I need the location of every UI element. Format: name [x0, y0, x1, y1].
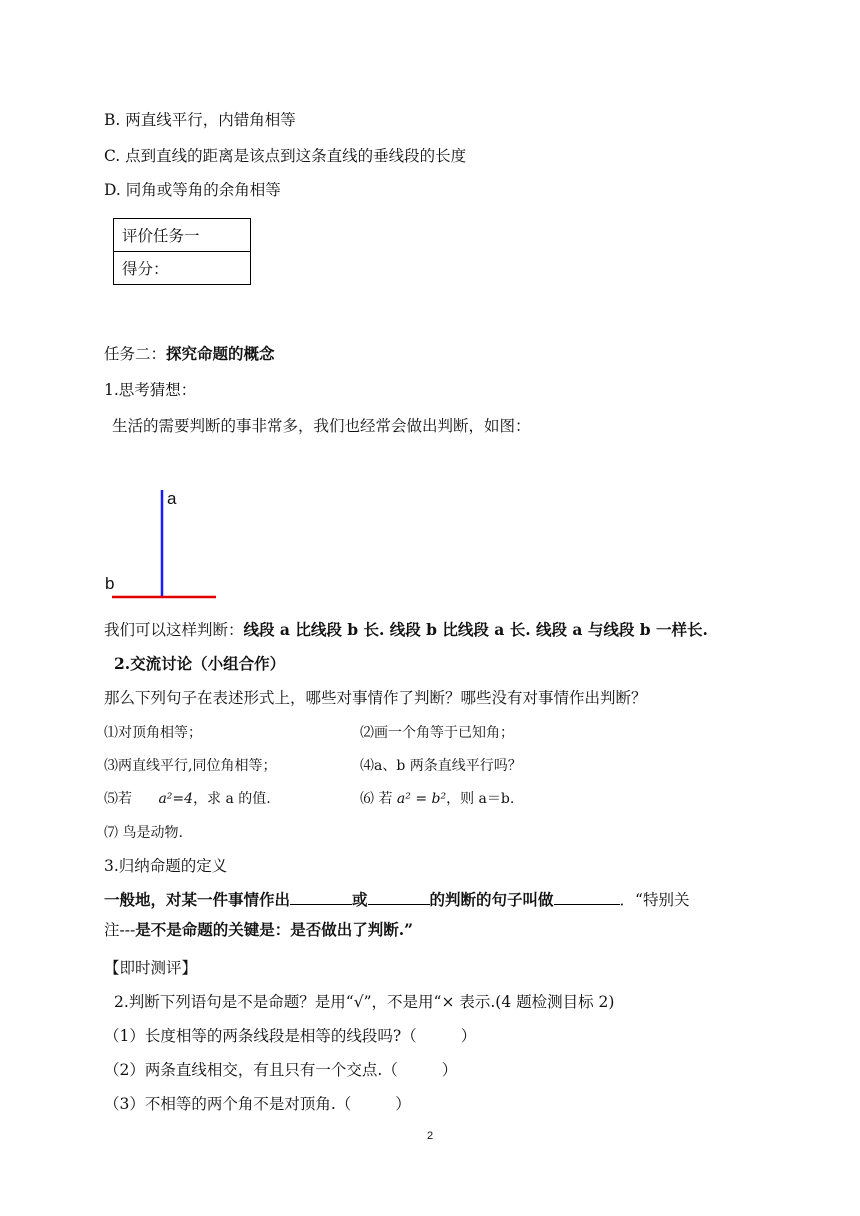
quick-q2: 2.判断下列语句是不是命题？是用“√”，不是用“× 表示.(4 题检测目标 2): [114, 993, 615, 1011]
task2-heading: [104, 342, 275, 364]
q2-1-text: （1）长度相等的两条线段是相等的线段吗?（: [104, 1027, 417, 1045]
task2-title: 探究命题的概念: [166, 344, 275, 363]
evaluation-title: 评价任务一: [114, 219, 251, 252]
blank-2[interactable]: [368, 904, 430, 905]
segment-figure: [100, 482, 230, 602]
evaluation-table: [113, 218, 251, 285]
item-5: [104, 788, 271, 808]
option-d: D. 同角或等角的余角相等: [104, 181, 281, 199]
score-label: 得分：: [114, 252, 251, 285]
step2-question: 那么下列句子在表述形式上，哪些对事情作了判断？哪些没有对事情作出判断？: [104, 689, 647, 707]
definition-line-2: [104, 918, 413, 940]
step1-text: 生活的需要判断的事非常多，我们也经常会做出判断，如图：: [112, 417, 531, 435]
q2-2-text: （2）两条直线相交，有且只有一个交点.（: [104, 1061, 398, 1079]
item-4: ⑷a、b 两条直线平行吗？: [360, 758, 522, 774]
judgement-prefix: 我们可以这样判断：: [104, 621, 244, 639]
option-b: B. 两直线平行，内错角相等: [104, 111, 296, 129]
item-6-post: ，则 a＝b.: [446, 791, 515, 807]
quick-q2-2: [104, 1058, 457, 1080]
q2-1-close: ）: [460, 1027, 477, 1045]
judgement-statements: 线段 a 比线段 b 长. 线段 b 比线段 a 长. 线段 a 与线段 b 一样长.: [243, 620, 708, 639]
item-5-post: ，求 a 的值.: [193, 791, 271, 807]
item-6-pre: ⑹ 若: [360, 791, 393, 807]
judgement-line: [104, 618, 708, 640]
item-2: ⑵画一个角等于已知角；: [360, 725, 514, 741]
q2-3-close: ）: [395, 1095, 411, 1113]
label-b: b: [105, 574, 115, 593]
quick-q2-3: [104, 1092, 411, 1114]
item-6-math: a² = b²: [396, 791, 447, 807]
item-7: ⑺ 鸟是动物.: [104, 825, 183, 841]
blank-3[interactable]: [554, 904, 620, 905]
step3-heading: 3.归纳命题的定义: [104, 857, 228, 875]
def-part-4: ．“特别关: [619, 891, 690, 909]
quick-q2-1: [104, 1024, 476, 1046]
q2-2-close: ）: [441, 1061, 458, 1079]
def-part-2: 或: [352, 890, 368, 909]
q2-3-text: （3）不相等的两个角不是对顶角.（: [104, 1095, 352, 1113]
def-line2-pre: 注---: [104, 921, 136, 939]
page-number: 2: [426, 1130, 434, 1142]
item-1: ⑴对顶角相等；: [104, 725, 202, 741]
item-6: [360, 788, 514, 808]
option-c: C. 点到直线的距离是该点到这条直线的垂线段的长度: [104, 147, 467, 165]
def-line2-bold: 是不是命题的关键是：是否做出了判断.”: [135, 920, 414, 939]
blank-1[interactable]: [290, 904, 352, 905]
quick-heading: 【即时测评】: [104, 959, 198, 977]
item-5-pre: ⑸若: [104, 791, 132, 807]
step1-heading: 1.思考猜想：: [104, 381, 197, 399]
step2-heading: 2.交流讨论（小组合作）: [114, 654, 286, 673]
item-5-math: a²=4: [158, 791, 194, 807]
def-part-1: 一般地，对某一件事情作出: [104, 890, 291, 909]
def-part-3: 的判断的句子叫做: [429, 890, 554, 909]
task2-prefix: 任务二：: [104, 345, 167, 363]
definition-line-1: [104, 888, 689, 910]
item-3: ⑶两直线平行,同位角相等；: [104, 758, 277, 774]
label-a: a: [167, 489, 177, 508]
